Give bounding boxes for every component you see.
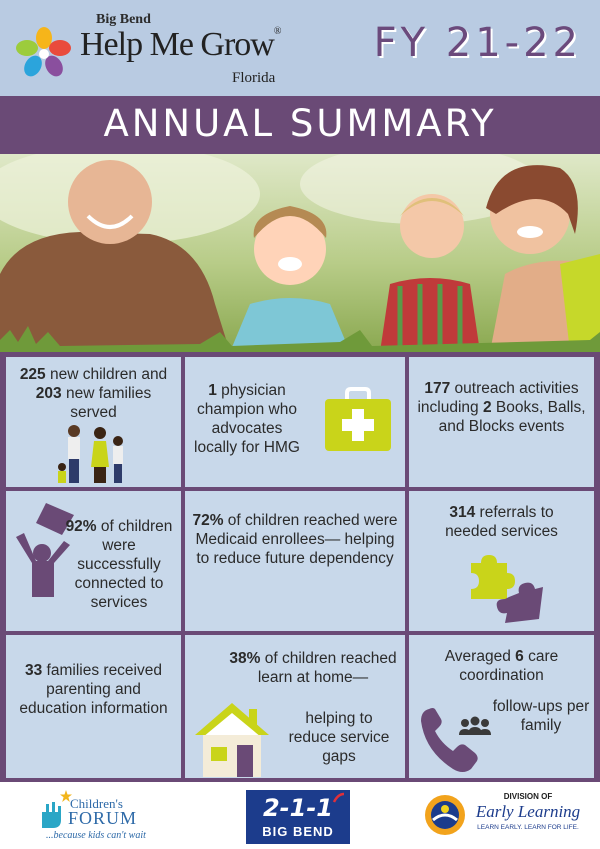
stat-label: physician champion who advocates locally for HMG	[194, 382, 300, 456]
stat-label: Averaged	[444, 648, 516, 665]
b211-number: 2-1-1	[262, 794, 334, 822]
logo-top-text: Big Bend	[96, 12, 151, 27]
stat-number: 203	[35, 385, 62, 402]
sponsor-footer	[0, 782, 600, 849]
big-bend-211-logo	[246, 790, 350, 844]
stat-text	[12, 365, 175, 422]
stat-text	[189, 381, 305, 457]
cf-name-top: Children's	[70, 796, 123, 811]
stat-label: new children and	[45, 366, 168, 383]
stat-text-secondary: helping to reduce service gaps	[288, 710, 390, 765]
fiscal-year: FY 21-22	[373, 20, 582, 66]
stat-label: families received parenting and education information	[19, 662, 168, 717]
stat-label: referrals to needed services	[445, 504, 558, 540]
logo-main-text	[80, 26, 280, 64]
stat-number: 33	[25, 662, 43, 679]
b211-swoosh-icon	[332, 792, 346, 804]
stat-text	[191, 511, 399, 568]
stats-grid	[0, 352, 600, 782]
stat-label: outreach activities including	[417, 380, 579, 416]
stat-text	[14, 661, 173, 718]
medical-kit-icon	[323, 387, 393, 453]
del-main: Early Learning	[475, 802, 581, 821]
puzzle-icon	[465, 553, 545, 625]
help-me-grow-logo	[14, 8, 314, 92]
page-title: ANNUAL SUMMARY	[103, 102, 497, 145]
stat-text	[60, 517, 178, 612]
del-top: DIVISION OF	[503, 792, 553, 801]
registered-mark: ®	[273, 26, 281, 37]
childrens-forum-logo	[38, 788, 158, 844]
flower-icon	[16, 24, 72, 80]
stat-label: Books, Balls, and Blocks events	[438, 399, 586, 435]
del-tagline: LEARN EARLY. LEARN FOR LIFE.	[477, 824, 579, 831]
stat-cell-medicaid	[185, 491, 405, 631]
b211-region: BIG BEND	[262, 824, 334, 839]
division-early-learning-logo	[424, 792, 584, 842]
stat-number: 38%	[229, 650, 261, 667]
stat-cell-referrals	[409, 491, 594, 631]
stat-label: of children reached were Medicaid enrollees— helping to reduce future dependency	[195, 512, 398, 567]
stat-cell-home-learning	[185, 635, 405, 778]
stat-number: 177	[424, 380, 451, 397]
stat-number: 314	[449, 504, 476, 521]
logo-sub-text: Florida	[232, 70, 276, 86]
stat-label: of children reached learn at home—	[257, 650, 397, 686]
stat-number: 1	[208, 382, 217, 399]
phone-icon	[419, 705, 497, 775]
stat-label: new families served	[61, 385, 152, 421]
header	[0, 0, 600, 96]
stat-cell-parenting	[6, 635, 181, 778]
stat-cell-outreach	[409, 357, 594, 487]
stat-cell-connected	[6, 491, 181, 631]
stat-number: 6	[515, 648, 524, 665]
stat-text	[225, 649, 401, 687]
stat-text	[415, 379, 588, 436]
title-banner	[0, 96, 600, 154]
family-icon	[54, 423, 134, 485]
cf-tagline: ...because kids can't wait	[46, 830, 146, 841]
family-photo	[0, 154, 600, 352]
sun-emblem-icon	[424, 794, 466, 836]
stat-number: 225	[19, 366, 46, 383]
stat-number: 2	[482, 399, 492, 416]
logo-main-label: Help Me Grow	[80, 26, 274, 63]
stat-text-secondary: follow-ups per family	[492, 698, 590, 734]
stat-label: of children were successfully connected to services	[74, 518, 173, 611]
cf-name-main: FORUM	[68, 808, 138, 828]
stat-cell-physician	[185, 357, 405, 487]
stat-cell-care-coordination	[409, 635, 594, 778]
stat-cell-new-children	[6, 357, 181, 487]
stat-number: 92%	[65, 518, 97, 535]
stat-text	[415, 647, 588, 685]
house-icon	[193, 699, 271, 777]
hands-icon	[38, 800, 68, 830]
stat-label: care coordination	[459, 648, 559, 684]
family-photo-illustration	[0, 154, 600, 352]
stat-number: 72%	[192, 512, 224, 529]
stat-text	[423, 503, 580, 541]
